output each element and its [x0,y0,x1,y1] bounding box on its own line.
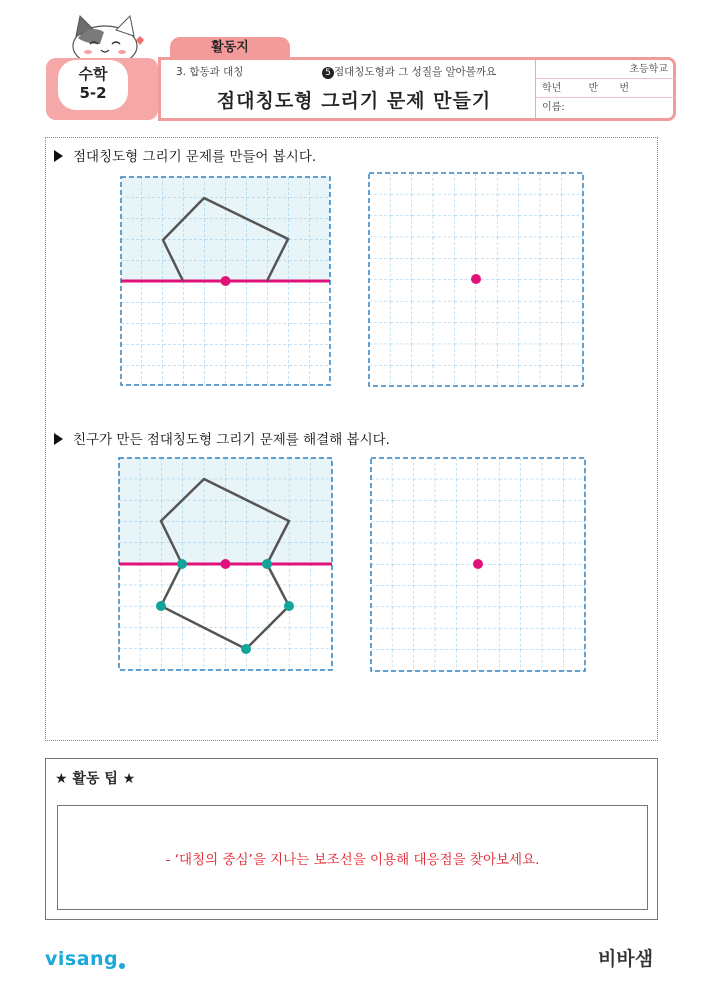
center-point [471,274,481,284]
class-label: 반 [588,83,599,94]
subject-name: 수학 [78,65,108,83]
number-label: 번 [619,83,630,94]
answer-grid-1[interactable] [369,173,583,386]
activity-sheet-tab: 활동지 [170,37,290,59]
center-point [221,559,231,569]
vertex-point [241,644,251,654]
instruction-2-text: 친구가 만든 점대칭도형 그리기 문제를 해결해 봅시다. [73,432,390,448]
lesson-number-badge: 5 [322,67,334,79]
name-label: 이름: [542,102,565,113]
bibasam-logo: 비바샘 [598,948,654,970]
answer-grid-2[interactable] [371,458,585,671]
vertex-point [156,601,166,611]
visang-logo-text: visang [45,948,119,970]
visang-logo [45,948,125,970]
logo-dot-icon [119,963,125,969]
vertex-point [262,559,272,569]
grade-label: 학년 [542,83,562,94]
center-point [473,559,483,569]
instruction-1-text: 점대칭도형 그리기 문제를 만들어 봅시다. [73,149,317,165]
unit-label: 3. 합동과 대칭 [176,66,244,78]
vertex-point [177,559,187,569]
lesson-title: 점대칭도형과 그 성질을 알아볼까요 [334,66,497,78]
grade-term: 5-2 [79,84,107,102]
school-label: 초등학교 [629,64,668,75]
center-point [221,276,231,286]
solution-grid[interactable] [119,458,332,670]
page-title: 점대칭도형 그리기 문제 만들기 [216,90,492,112]
tip-title: ★ 활동 팁 ★ [55,771,136,787]
vertex-point [284,601,294,611]
problem-grid[interactable] [121,177,330,385]
tip-text: - ‘대칭의 중심’을 지나는 보조선을 이용해 대응점을 찾아보세요. [165,852,540,868]
